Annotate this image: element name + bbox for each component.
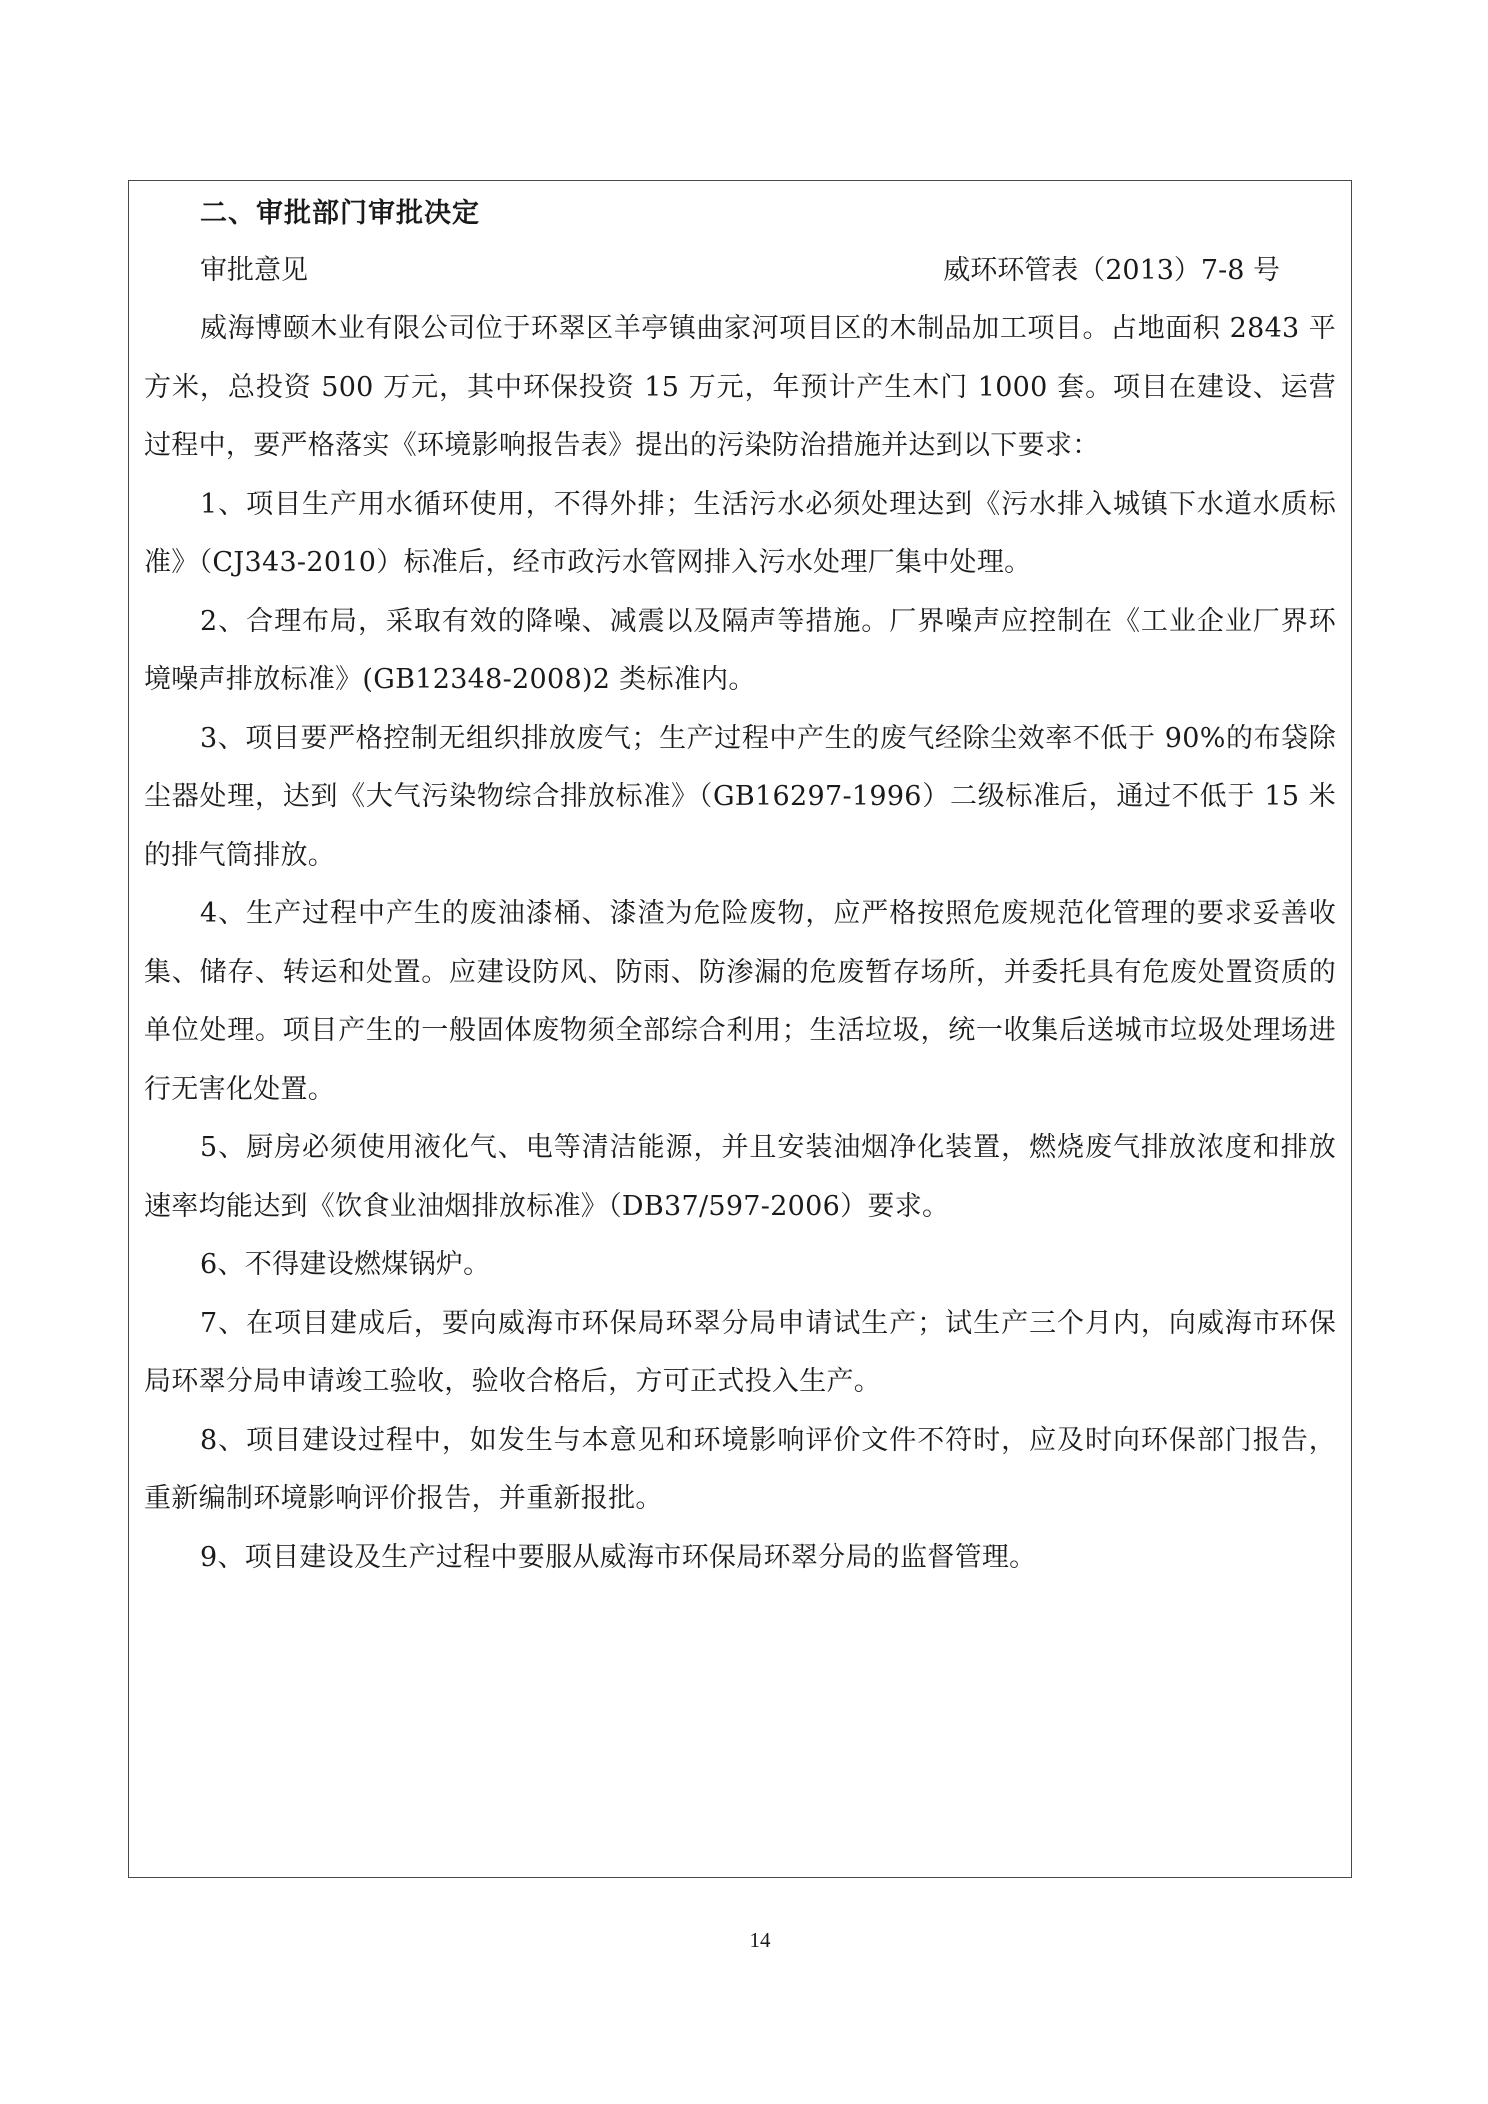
requirement-8: 8、项目建设过程中，如发生与本意见和环境影响评价文件不符时，应及时向环保部门报告，重新编制环境影响评价报告，并重新报批。 [144,1424,1336,1514]
requirement-2: 2、合理布局，采取有效的降噪、减震以及隔声等措施。厂界噪声应控制在《工业企业厂界环境噪声排放标准》(GB12348-2008)2 类标准内。 [144,605,1336,695]
intro-paragraph: 威海博颐木业有限公司位于环翠区羊亭镇曲家河项目区的木制品加工项目。占地面积 2843 平方米，总投资 500 万元，其中环保投资 15 万元，年预计产生木门 1000 套。项目在建设、运营过程中，要严格落实《环境影响报告表》提出的污染防治措施并达到以下要求： [144,313,1336,461]
requirement-7: 7、在项目建成后，要向威海市环保局环翠分局申请试生产；试生产三个月内，向威海市环保局环翠分局申请竣工验收，验收合格后，方可正式投入生产。 [144,1307,1336,1397]
requirement-5: 5、厨房必须使用液化气、电等清洁能源，并且安装油烟净化装置，燃烧废气排放浓度和排放速率均能达到《饮食业油烟排放标准》（DB37/597-2006）要求。 [144,1132,1336,1222]
document-number: 威环环管表（2013）7-8 号 [943,255,1280,286]
page-number: 14 [749,1928,771,1952]
requirement-6: 6、不得建设燃煤锅炉。 [200,1249,491,1280]
requirement-4: 4、生产过程中产生的废油漆桶、漆渣为危险废物，应严格按照危废规范化管理的要求妥善收集、储存、转运和处置。应建设防风、防雨、防渗漏的危废暂存场所，并委托具有危废处置资质的单位处理。项目产生的一般固体废物须全部综合利用；生活垃圾，统一收集后送城市垃圾处理场进行无害化处置。 [144,898,1336,1105]
opinion-row [144,242,1336,300]
opinion-label: 审批意见 [200,255,308,286]
section-heading: 二、审批部门审批决定 [200,198,480,229]
requirement-9: 9、项目建设及生产过程中要服从威海市环保局环翠分局的监督管理。 [200,1541,1037,1573]
requirement-1: 1、项目生产用水循环使用，不得外排；生活污水必须处理达到《污水排入城镇下水道水质标准》（CJ343-2010）标准后，经市政污水管网排入污水处理厂集中处理。 [144,488,1336,578]
approval-section [144,186,1336,1587]
requirement-3: 3、项目要严格控制无组织排放废气；生产过程中产生的废气经除尘效率不低于 90%的布袋除尘器处理，达到《大气污染物综合排放标准》（GB16297-1996）二级标准后，通过不低于 15 米的排气筒排放。 [144,722,1336,871]
